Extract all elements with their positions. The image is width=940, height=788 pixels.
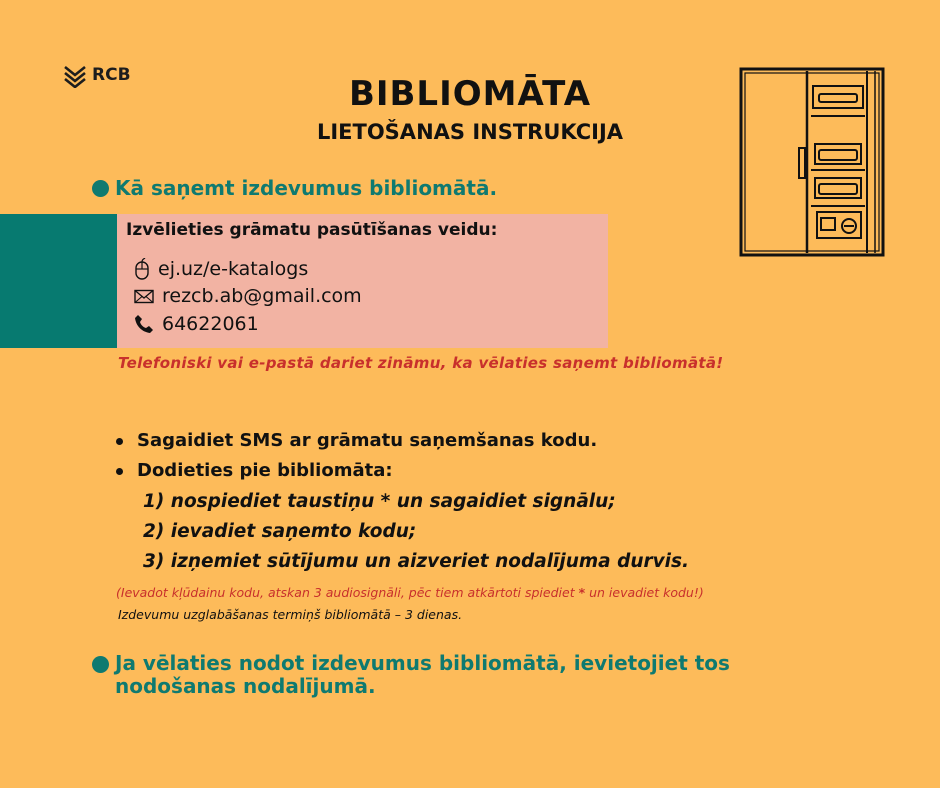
contact-email[interactable] <box>134 285 362 307</box>
catalog-link[interactable]: ej.uz/e-katalogs <box>158 258 309 280</box>
section-dot-icon <box>92 180 109 197</box>
section-receive-text: Kā saņemt izdevumus bibliomātā. <box>115 176 498 200</box>
order-methods-heading: Izvēlieties grāmatu pasūtīšanas veidu: <box>126 220 498 240</box>
list-item <box>116 430 597 451</box>
error-note-star: * <box>578 585 586 600</box>
section-dot-icon <box>92 656 109 673</box>
bullet-dot-icon <box>116 468 123 475</box>
logo-text: RCB <box>92 65 131 85</box>
section-return-text: Ja vēlaties nodot izdevumus bibliomātā, ievietojiet tos nodošanas nodalījumā. <box>115 651 730 698</box>
notify-note: Telefoniski vai e-pastā dariet zināmu, ka vēlaties saņemt bibliomātā! <box>118 354 724 372</box>
error-code-note <box>116 585 704 600</box>
locker-illustration-icon <box>739 66 887 258</box>
step-item: 2) ievadiet saņemto kodu; <box>143 521 417 542</box>
step-item: 1) nospiediet taustiņu * un sagaidiet signālu; <box>143 491 616 512</box>
mouse-icon <box>134 258 150 280</box>
bullet-text: Dodieties pie bibliomāta: <box>137 460 393 481</box>
email-link[interactable]: rezcb.ab@gmail.com <box>162 285 362 307</box>
teal-accent-block <box>0 214 117 348</box>
error-note-before: (Ievadot kļūdainu kodu, atskan 3 audiosignāli, pēc tiem atkārtoti spiediet <box>116 585 579 600</box>
phone-number[interactable]: 64622061 <box>162 313 259 335</box>
step-item: 3) izņemiet sūtījumu un aizveriet nodalījuma durvis. <box>143 551 690 572</box>
storage-term-note: Izdevumu uzglabāšanas termiņš bibliomātā – 3 dienas. <box>118 607 463 622</box>
phone-icon <box>134 314 154 334</box>
bullet-dot-icon <box>116 438 123 445</box>
section-return-heading <box>92 652 812 698</box>
contact-phone[interactable] <box>134 313 259 335</box>
bullet-text: Sagaidiet SMS ar grāmatu saņemšanas kodu. <box>137 430 598 451</box>
section-receive-heading <box>92 176 497 200</box>
envelope-icon <box>134 289 154 304</box>
page-title: BIBLIOMĀTA <box>348 74 592 114</box>
list-item <box>116 460 393 481</box>
page-subtitle: LIETOŠANAS INSTRUKCIJA <box>316 120 624 144</box>
contact-catalog[interactable] <box>134 258 308 280</box>
error-note-after: un ievadiet kodu!) <box>585 585 704 600</box>
